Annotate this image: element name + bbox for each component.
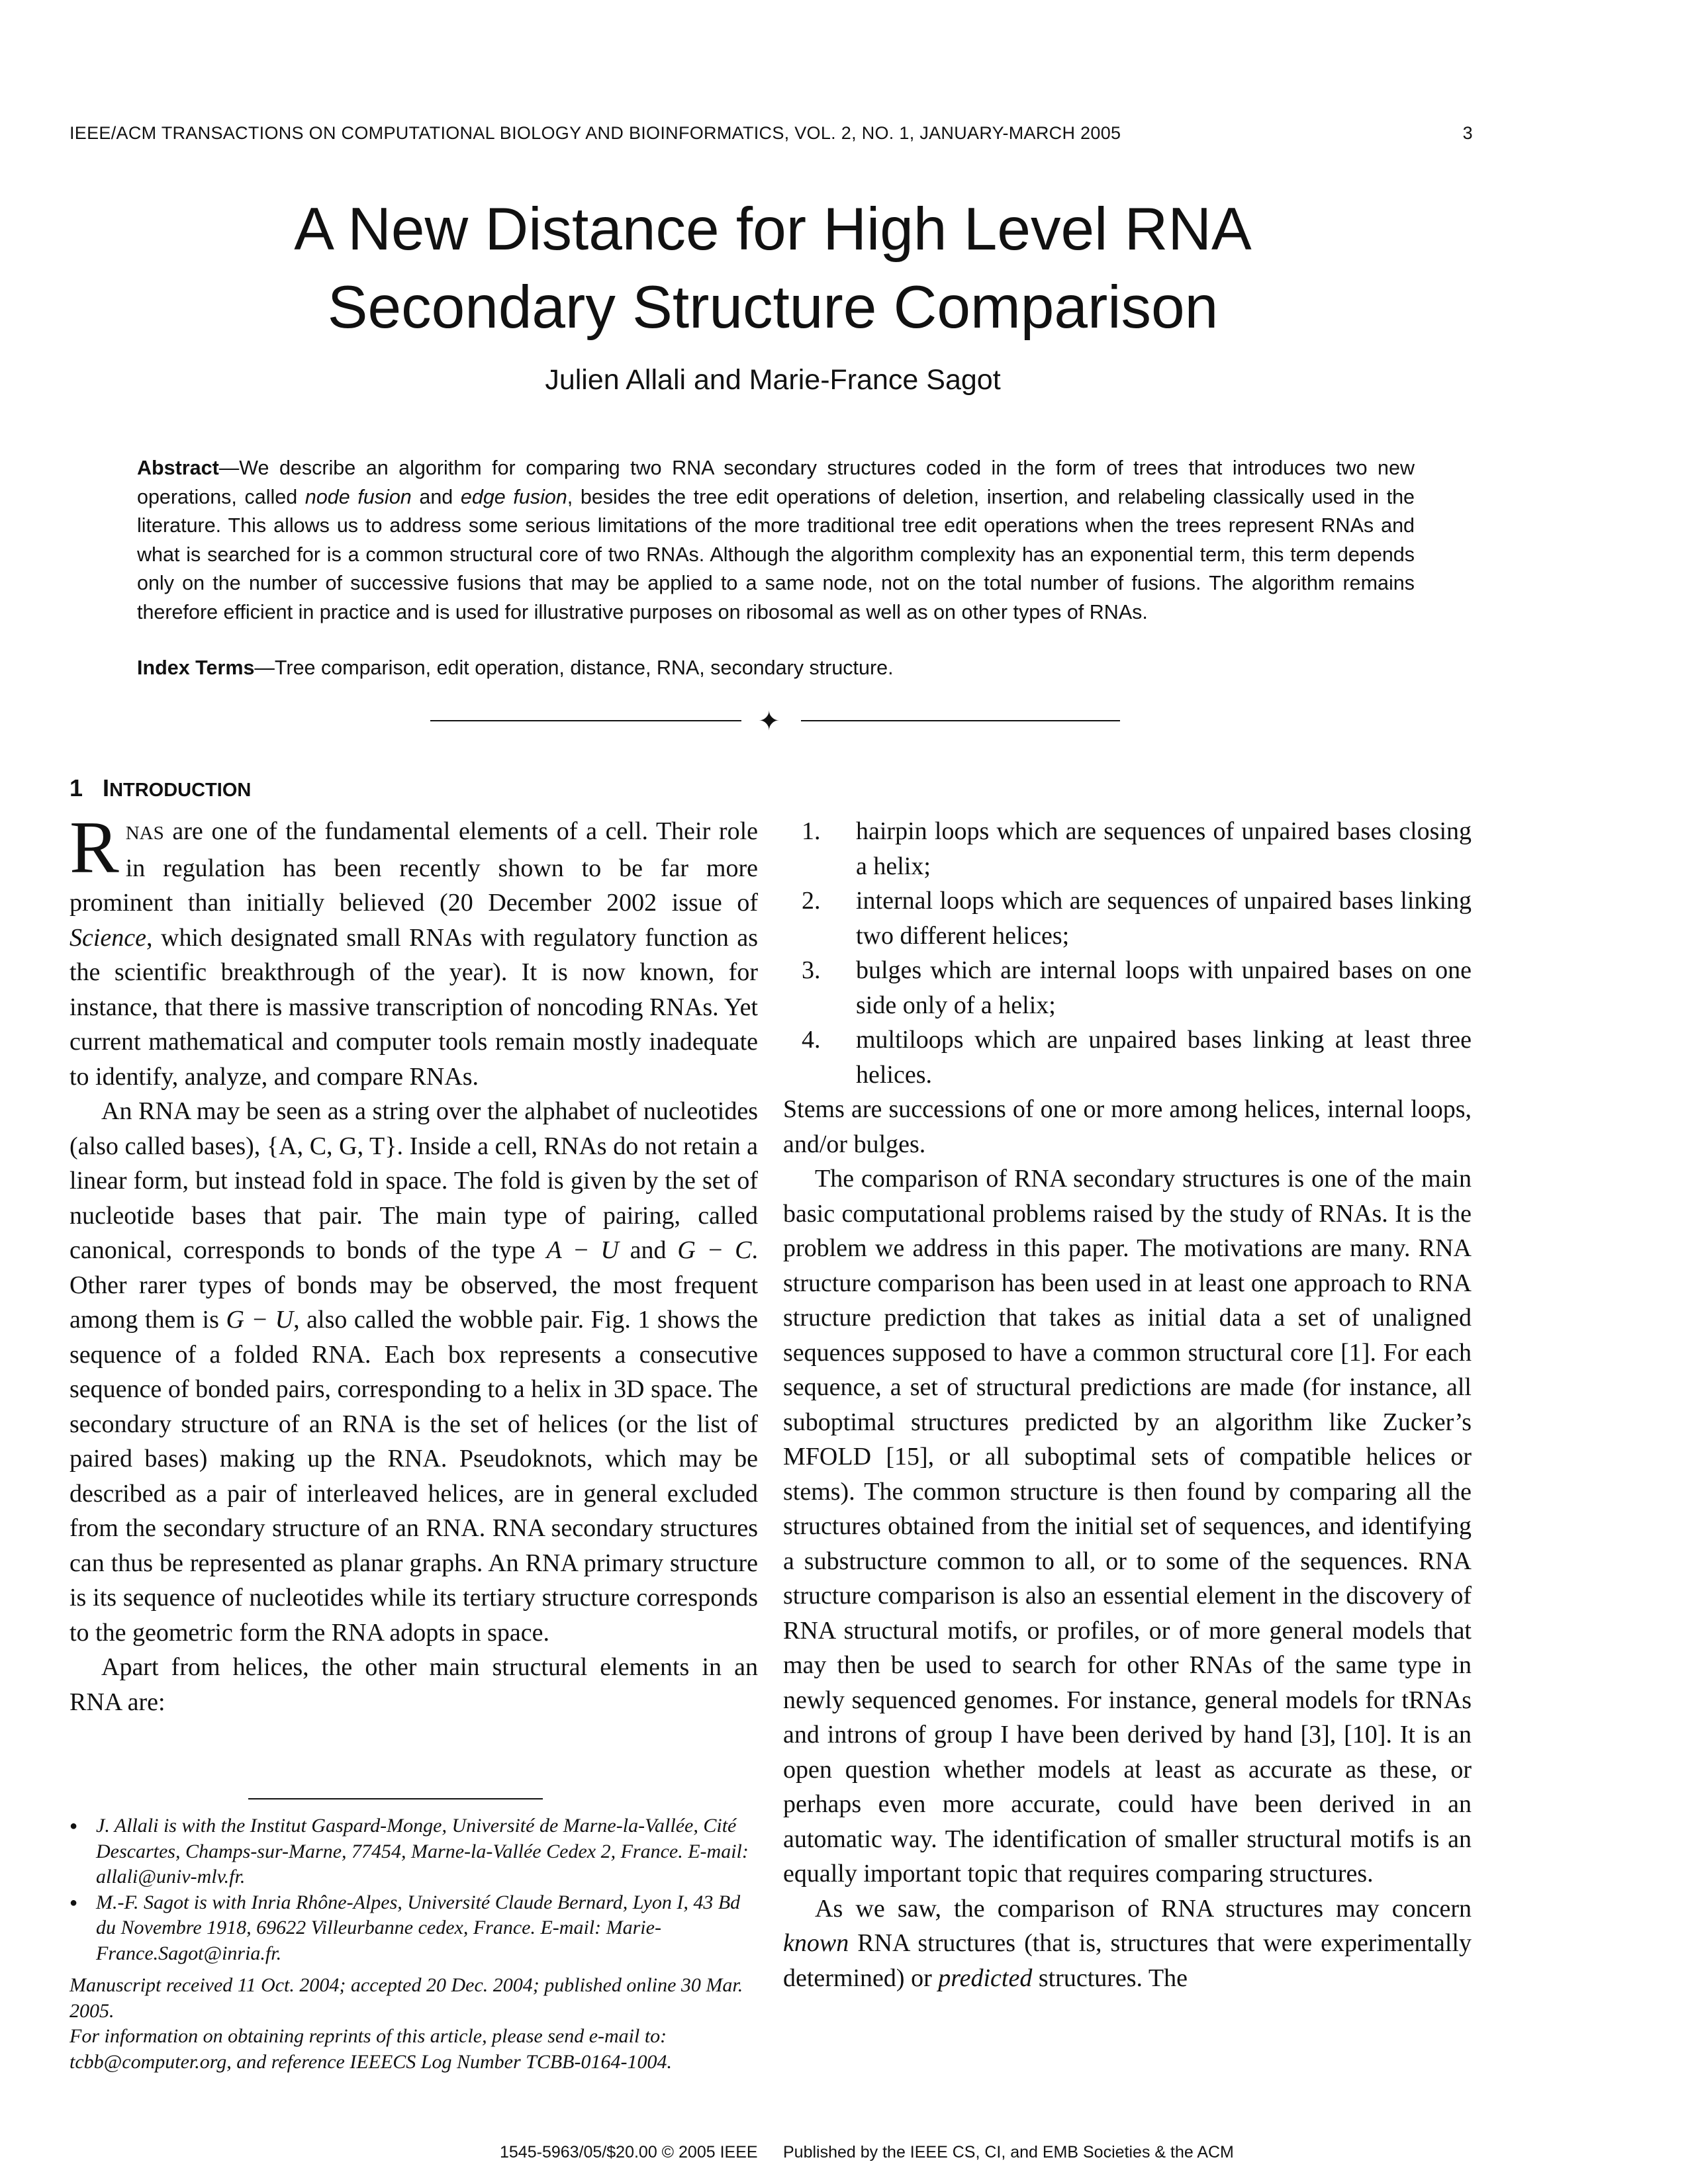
journal-header: IEEE/ACM TRANSACTIONS ON COMPUTATIONAL BIOLOGY AND BIOINFORMATICS, VOL. 2, NO. 1, JANUARY-MARCH 2005 [70, 123, 1121, 143]
abstract [137, 454, 1415, 627]
math-text: G − C [677, 1236, 752, 1264]
math-text: A − U [546, 1236, 619, 1264]
italic-text: predicted [938, 1964, 1033, 1992]
paragraph: Apart from helices, the other main structural elements in an RNA are: [70, 1653, 758, 1716]
title-line-1: A New Distance for High Level RNA [294, 196, 1252, 263]
abstract-term: node fusion [305, 485, 412, 508]
body-text: structures. The [1032, 1964, 1188, 1992]
list-text: hairpin loops which are sequences of unpaired bases closing a helix; [856, 817, 1472, 880]
section-title-rest: NTRODUCTION [109, 780, 252, 801]
index-terms [137, 657, 1415, 680]
abstract-text: —We describe an algorithm for comparing two RNA secondary structures coded in the form of trees that introduces two new operations, called [137, 457, 1415, 508]
left-column [70, 807, 758, 1719]
list-text: bulges which are internal loops with unpaired bases on one side only of a helix; [856, 956, 1472, 1019]
list-item [783, 1023, 1472, 1092]
math-text: G − U [226, 1306, 294, 1334]
running-header [70, 123, 1473, 150]
abstract-term: edge fusion [460, 485, 567, 508]
abstract-text: and [411, 485, 461, 508]
paragraph: Stems are successions of one or more among helices, internal loops, and/or bulges. [783, 1095, 1472, 1158]
list-number: 1. [802, 817, 821, 845]
section-divider [430, 706, 1120, 736]
paper-title [0, 191, 1546, 347]
list-number: 3. [802, 956, 821, 984]
structural-elements-list [783, 814, 1472, 1092]
footnotes [70, 1813, 758, 2075]
list-text: multiloops which are unpaired bases linking at least three helices. [856, 1026, 1472, 1089]
body-text: As we saw, the comparison of RNA structures may concern [815, 1894, 1472, 1923]
body-text: An RNA may be seen as a string over the alphabet of nucleotides (also called bases), {A, C, G, T}. Inside a cell, RNAs do not retain a linear form, but instead fold in space. The fold is given by the set of nucleotide bases that pair. The main type of pairing, called canonical, corresponds to bonds of the type [70, 1097, 758, 1264]
list-text: internal loops which are sequences of unpaired bases linking two different helices; [856, 887, 1472, 950]
section-title-first: I [103, 774, 110, 801]
list-item [783, 814, 1472, 884]
copyright-line: 1545-5963/05/$20.00 © 2005 IEEE [500, 2143, 758, 2161]
authors: Julien Allali and Marie-France Sagot [545, 364, 1001, 396]
page-number: 3 [1462, 123, 1473, 143]
paragraph [70, 807, 758, 1094]
body-text: . Other rarer types of bonds may be observed, the most frequent among them is [70, 1236, 758, 1334]
footnote-affiliation: ● M.-F. Sagot is with Inria Rhône-Alpes, Université Claude Bernard, Lyon I, 43 Bd du Novembre 1918, 69622 Villeurbanne cedex, France. E-mail: Marie-France.Sagot@inria.fr. [70, 1890, 758, 1967]
italic-text: Science [70, 923, 147, 952]
paragraph [783, 1891, 1472, 1996]
index-terms-text: —Tree comparison, edit operation, distance, RNA, secondary structure. [254, 657, 894, 679]
divider-star-icon: ✦ [758, 706, 780, 736]
abstract-label: Abstract [137, 457, 219, 479]
paragraph [70, 1094, 758, 1650]
section-heading [70, 774, 251, 802]
publisher-line: Published by the IEEE CS, CI, and EMB Societies & the ACM [783, 2143, 1234, 2161]
right-column [783, 814, 1472, 1995]
body-text: , which designated small RNAs with regulatory function as the scientific breakthrough of the year). It is now known, for instance, that there is massive transcription of noncoding RNAs. Yet current mathematical and computer tools remain mostly inadequate to identify, analyze, and compare RNAs. [70, 923, 758, 1091]
body-text: and [618, 1236, 678, 1264]
divider-line-right [801, 720, 1120, 721]
reprints-note: For information on obtaining reprints of this article, please send e-mail to: tcbb@computer.org, and reference IEEECS Log Number TCBB-0164-1004. [70, 2025, 672, 2073]
divider-line-left [430, 720, 741, 721]
smallcap-text: NAS [125, 823, 164, 844]
body-text: RNA structures (that is, structures that were experimentally determined) or [783, 1929, 1472, 1992]
body-text: , also called the wobble pair. Fig. 1 shows the sequence of a folded RNA. Each box represents a consecutive sequence of bonded pairs, corresponding to a helix in 3D space. The secondary structure of an RNA is the set of helices (or the list of paired bases) making up the RNA. Pseudoknots, which may be described as a pair of interleaved helices, are in general excluded from the secondary structure of an RNA. RNA secondary structures can thus be represented as planar graphs. An RNA primary structure is its sequence of nucleotides while its tertiary structure corresponds to the geometric form the RNA adopts in space. [70, 1306, 758, 1647]
body-text: are one of the fundamental elements of a cell. Their role in regulation has been recently shown to be far more prominent than initially believed (20 December 2002 issue of [70, 817, 758, 917]
italic-text: known [783, 1929, 849, 1957]
list-item [783, 953, 1472, 1023]
abstract-text: , besides the tree edit operations of deletion, insertion, and relabeling classically used in the literature. This allows us to address some serious limitations of the more traditional tree edit operations when the trees represent RNAs and what is searched for is a common structural core of two RNAs. Although the algorithm complexity has an exponential term, this term depends only on the number of successive fusions that may be applied to a same node, not on the total number of fusions. The algorithm remains therefore efficient in practice and is used for illustrative purposes on ribosomal as well as on other types of RNAs. [137, 485, 1415, 623]
index-terms-label: Index Terms [137, 657, 255, 679]
list-number: 2. [802, 887, 821, 915]
list-item [783, 884, 1472, 953]
dropcap: R [70, 807, 119, 889]
paragraph: The comparison of RNA secondary structures is one of the main basic computational problems raised by the study of RNAs. It is the problem we address in this paper. The motivations are many. RNA structure comparison has been used in at least one approach to RNA structure prediction that takes as initial data a set of unaligned sequences supposed to have a common structural core [1]. For each sequence, a set of structural predictions are made (for instance, all suboptimal structures predicted by an algorithm like Zucker’s MFOLD [15], or all suboptimal sets of compatible helices or stems). The common structure is then found by comparing all the structures obtained from the initial set of sequences, and identifying a substructure common to all, or to some of the sequences. RNA structure comparison is also an essential element in the discovery of RNA structural motifs, or profiles, or of more general models that may then be used to search for other RNAs of the same type in newly sequenced genomes. For instance, general models for tRNAs and introns of group I have been derived by hand [3], [10]. It is an open question whether models at least as accurate as these, or perhaps even more accurate, could have been derived in an automatic way. The identification of smaller structural motifs is an equally important topic that requires comparing structures. [783, 1165, 1472, 1888]
footnote-rule [248, 1798, 543, 1799]
title-line-2: Secondary Structure Comparison [327, 274, 1219, 341]
section-number: 1 [70, 774, 83, 801]
footnote-affiliation: ● J. Allali is with the Institut Gaspard-Monge, Université de Marne-la-Vallée, Cité Descartes, Champs-sur-Marne, 77454, Marne-la-Vallée Cedex 2, France. E-mail: allali@univ-mlv.fr. [70, 1813, 758, 1890]
manuscript-note: Manuscript received 11 Oct. 2004; accepted 20 Dec. 2004; published online 30 Mar. 2005. [70, 1974, 743, 2022]
list-number: 4. [802, 1026, 821, 1054]
